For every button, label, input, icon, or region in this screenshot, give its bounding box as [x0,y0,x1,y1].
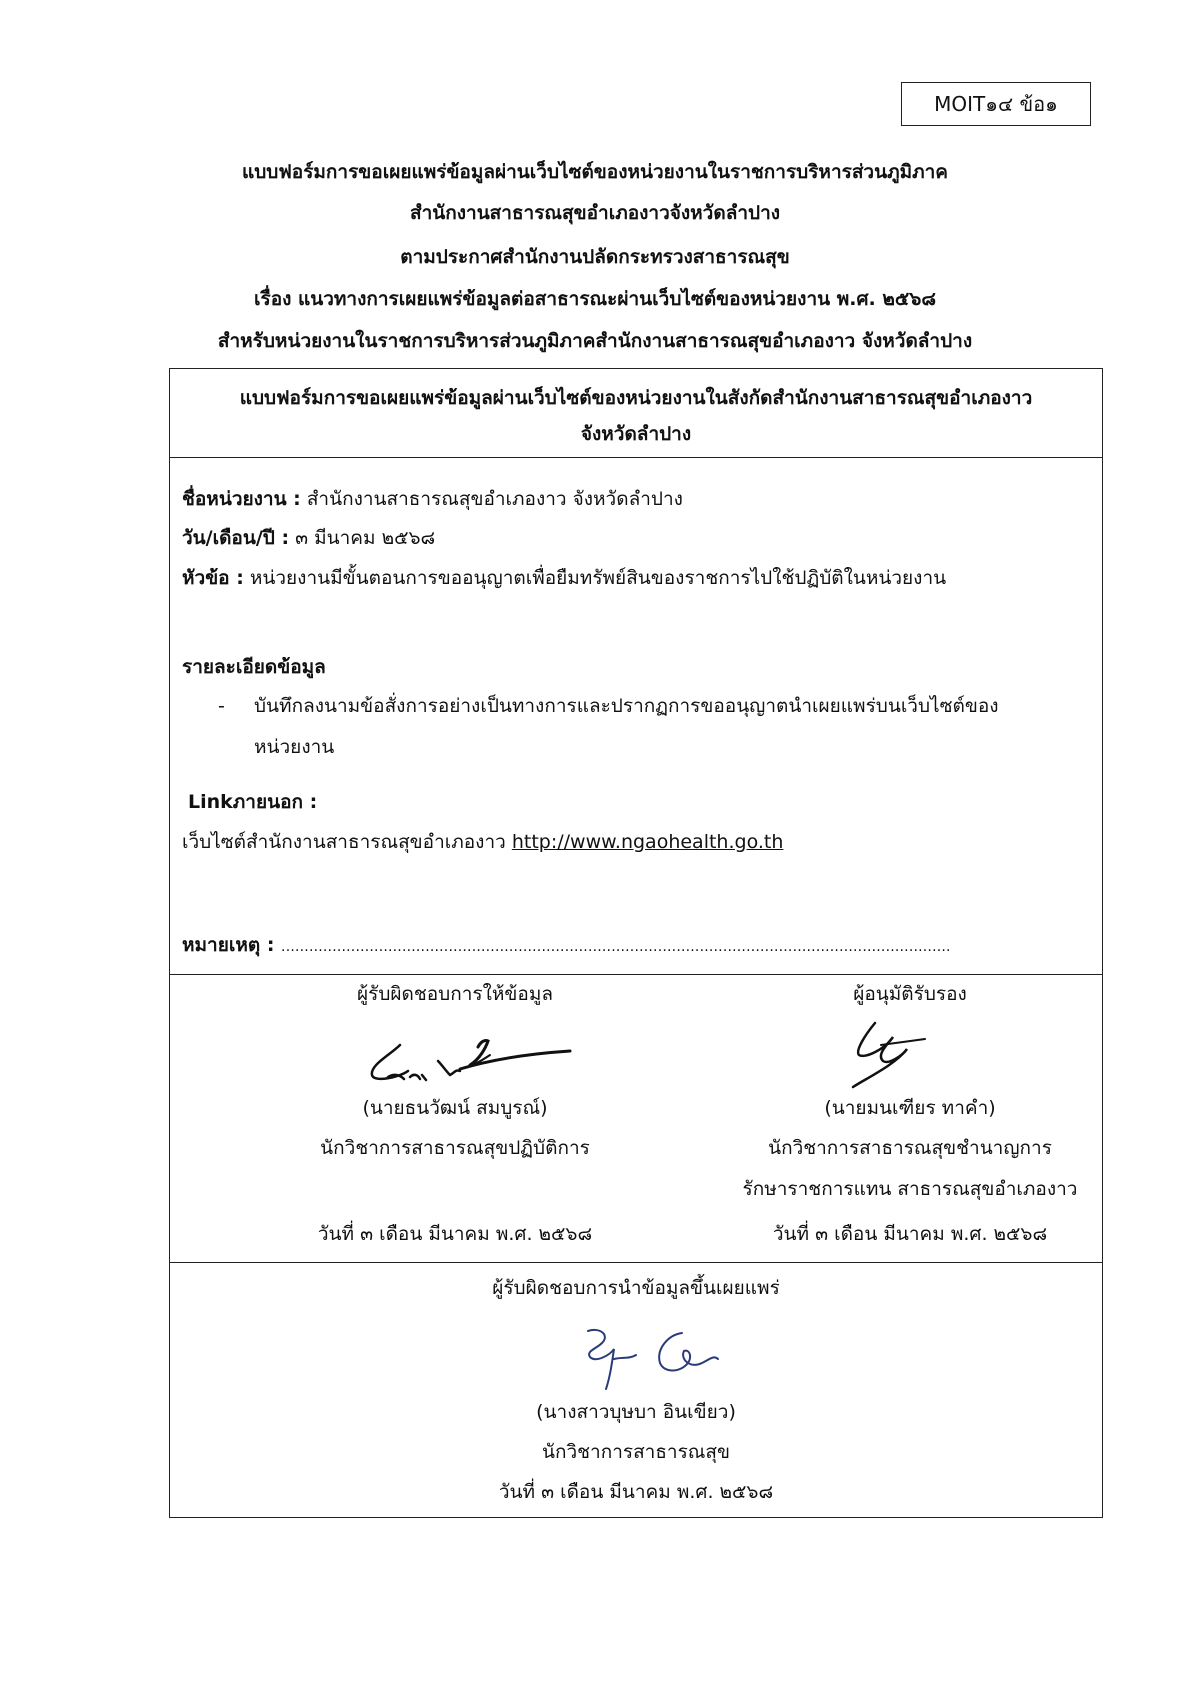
heading-line-4: เรื่อง แนวทางการเผยแพร่ข้อมูลต่อสาธารณะผ่านเว็บไซต์ของหน่วยงาน พ.ศ. ๒๕๖๘ [254,288,936,310]
detail-heading: รายละเอียดข้อมูล [182,656,326,678]
responsible-name: (นายธนวัฒน์ สมบูรณ์) [362,1097,548,1119]
publisher-name: (นางสาวบุษบา อินเขียว) [536,1401,736,1423]
agency-value: สำนักงานสาธารณสุขอำเภองาว จังหวัดลำปาง [300,488,683,510]
detail-line-1: บันทึกลงนามข้อสั่งการอย่างเป็นทางการและปรากฏการขออนุญาตนำเผยแพร่บนเว็บไซต์ของ [254,695,999,717]
publisher-date: วันที่ ๓ เดือน มีนาคม พ.ศ. ๒๕๖๘ [498,1481,774,1503]
approver-name: (นายมนเฑียร ทาคำ) [824,1097,996,1119]
publisher-title: ผู้รับผิดชอบการนำข้อมูลขึ้นเผยแพร่ [492,1277,780,1299]
form-code: MOIT๑๔ ข้อ๑ [934,92,1058,116]
date-label: วัน/เดือน/ปี : [182,527,290,549]
details-row [170,458,1102,975]
topic-label: หัวข้อ : [182,567,244,589]
responsible-title: ผู้รับผิดชอบการให้ข้อมูล [357,983,553,1005]
remark-line [182,932,951,960]
detail-line-2: หน่วยงาน [254,736,335,758]
heading-line-2: สำนักงานสาธารณสุขอำเภองาวจังหวัดลำปาง [409,202,781,224]
approver-acting: รักษาราชการแทน สาธารณสุขอำเภองาว [742,1178,1078,1200]
form-code-box [901,82,1091,126]
table-title-line-2: จังหวัดลำปาง [580,423,692,445]
topic-value: หน่วยงานมีขั้นตอนการขออนุญาตเพื่อยืมทรัพย์สินของราชการไปใช้ปฏิบัติในหน่วยงาน [243,567,947,589]
date-line [182,525,435,551]
form-table [169,368,1103,1518]
table-title-line-1: แบบฟอร์มการขอเผยแพร่ข้อมูลผ่านเว็บไซต์ของหน่วยงานในสังกัดสำนักงานสาธารณสุขอำเภองาว [239,387,1033,409]
detail-dash: - [218,695,225,717]
link-line [182,829,783,855]
agency-label: ชื่อหน่วยงาน : [182,488,301,510]
approver-title: ผู้อนุมัติรับรอง [853,983,967,1005]
approver-date: วันที่ ๓ เดือน มีนาคม พ.ศ. ๒๕๖๘ [772,1223,1048,1245]
responsible-date: วันที่ ๓ เดือน มีนาคม พ.ศ. ๒๕๖๘ [317,1223,593,1245]
remark-dots: ................................................................................................................................................ [281,939,951,955]
approver-signature [835,1015,955,1095]
topic-line [182,565,946,591]
link-label: Linkภายนอก : [188,791,318,813]
approver-position: นักวิชาการสาธารณสุขชำนาญการ [768,1137,1052,1159]
heading-line-1: แบบฟอร์มการขอเผยแพร่ข้อมูลผ่านเว็บไซต์ของหน่วยงานในราชการบริหารส่วนภูมิภาค [241,161,949,183]
responsible-signature [360,1025,580,1095]
signature-row [170,975,1102,1263]
agency-line [182,486,683,512]
date-value: ๓ มีนาคม ๒๕๖๘ [289,527,436,549]
website-link[interactable]: http://www.ngaohealth.go.th [511,831,784,853]
publisher-position: นักวิชาการสาธารณสุข [541,1441,731,1463]
responsible-position: นักวิชาการสาธารณสุขปฏิบัติการ [320,1137,590,1159]
remark-label: หมายเหตุ : [182,934,282,956]
heading-line-3: ตามประกาศสำนักงานปลัดกระทรวงสาธารณสุข [400,246,790,268]
table-title-row [170,369,1102,458]
publisher-row [170,1263,1102,1517]
publisher-signature [570,1319,730,1399]
heading-line-5: สำหรับหน่วยงานในราชการบริหารส่วนภูมิภาคสำนักงานสาธารณสุขอำเภองาว จังหวัดลำปาง [217,330,973,352]
link-prefix: เว็บไซต์สำนักงานสาธารณสุขอำเภองาว [182,831,512,853]
